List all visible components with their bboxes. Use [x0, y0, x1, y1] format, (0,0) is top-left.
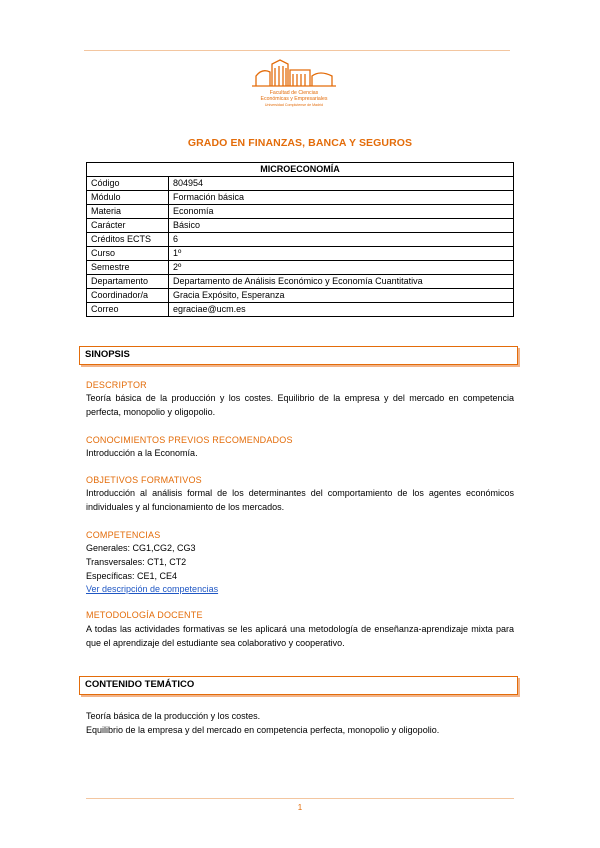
competences-general: Generales: CG1,CG2, CG3	[86, 543, 196, 553]
competences-description-link[interactable]: Ver descripción de competencias	[86, 584, 219, 594]
row-label: Código	[87, 177, 169, 191]
methodology-text: A todas las actividades formativas se les aplicará una metodología de enseñanza-aprendizaje mixta para que el aprendizaje del estudiante sea colaborativo y cooperativo.	[86, 624, 514, 648]
row-value: Formación básica	[169, 191, 514, 205]
table-row	[87, 233, 514, 247]
row-label: Coordinador/a	[87, 289, 169, 303]
logo-line1: Facultad de Ciencias	[269, 90, 319, 96]
logo-line2: Económicas y Empresariales	[260, 96, 328, 102]
logo-line3: Universidad Complutense de Madrid	[264, 103, 324, 107]
contenido-line: Equilibrio de la empresa y del mercado en competencia perfecta, monopolio y oligopolio.	[86, 725, 440, 735]
footer-rule	[86, 798, 514, 799]
table-row	[87, 205, 514, 219]
descriptor-text: Teoría básica de la producción y los costes. Equilibrio de la empresa y del mercado en competencia perfecta, monopolio y oligopolio.	[86, 393, 514, 417]
row-label: Carácter	[87, 219, 169, 233]
table-row	[87, 247, 514, 261]
descriptor-label: DESCRIPTOR	[86, 380, 147, 390]
table-row	[87, 177, 514, 191]
row-value: Departamento de Análisis Económico y Economía Cuantitativa	[169, 275, 514, 289]
row-value: 2º	[169, 261, 514, 275]
contenido-section-header	[79, 676, 518, 695]
sinopsis-section-header	[79, 346, 518, 365]
row-label: Créditos ECTS	[87, 233, 169, 247]
contenido-line: Teoría básica de la producción y los costes.	[86, 711, 261, 721]
row-label: Módulo	[87, 191, 169, 205]
row-value: Gracia Expósito, Esperanza	[169, 289, 514, 303]
row-label: Correo	[87, 303, 169, 317]
table-row	[87, 303, 514, 317]
row-label: Semestre	[87, 261, 169, 275]
row-value: Economía	[169, 205, 514, 219]
methodology-label: METODOLOGÍA DOCENTE	[86, 610, 203, 620]
course-title: MICROECONOMÍA	[87, 163, 514, 177]
table-row	[87, 289, 514, 303]
prev-knowledge-label: CONOCIMIENTOS PREVIOS RECOMENDADOS	[86, 435, 293, 445]
header-rule	[84, 50, 510, 51]
faculty-building-logo-icon	[250, 56, 338, 112]
competences-specific: Específicas: CE1, CE4	[86, 571, 178, 581]
row-value: 6	[169, 233, 514, 247]
row-value: Básico	[169, 219, 514, 233]
degree-title: GRADO EN FINANZAS, BANCA Y SEGUROS	[187, 137, 413, 149]
email-value: egraciae@ucm.es	[169, 303, 514, 317]
section-title: SINOPSIS	[85, 349, 130, 360]
row-value: 804954	[169, 177, 514, 191]
competences-label: COMPETENCIAS	[86, 530, 161, 540]
table-row	[87, 275, 514, 289]
objectives-text: Introducción al análisis formal de los determinantes del comportamiento de los agentes económicos individuales y al funcionamiento de los mercados.	[86, 488, 514, 512]
objectives-label: OBJETIVOS FORMATIVOS	[86, 475, 202, 485]
row-label: Materia	[87, 205, 169, 219]
row-label: Curso	[87, 247, 169, 261]
table-row	[87, 219, 514, 233]
competences-transversal: Transversales: CT1, CT2	[86, 557, 187, 567]
table-row	[87, 261, 514, 275]
table-row	[87, 191, 514, 205]
page-number: 1	[297, 803, 303, 812]
row-label: Departamento	[87, 275, 169, 289]
prev-knowledge-text: Introducción a la Economía.	[86, 448, 198, 458]
section-title: CONTENIDO TEMÁTICO	[85, 679, 195, 690]
course-info-table	[86, 162, 514, 317]
row-value: 1º	[169, 247, 514, 261]
